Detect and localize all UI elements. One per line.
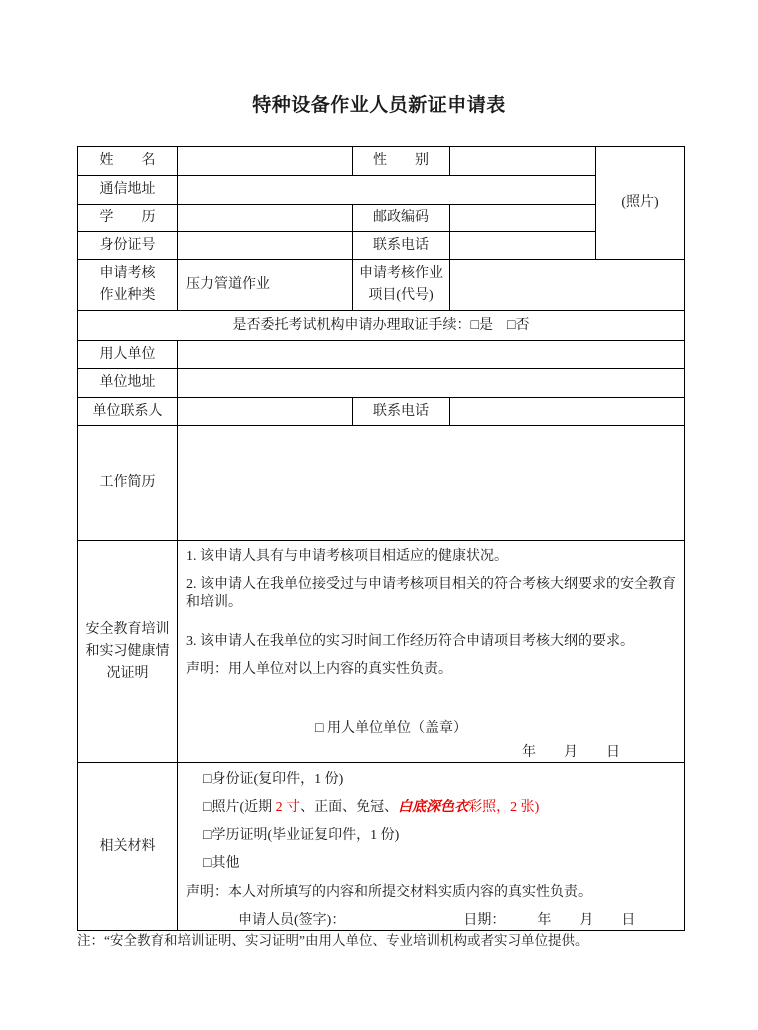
postal-code-input-cell[interactable] xyxy=(450,205,596,232)
job-type-label-line1: 申请考核 xyxy=(99,266,156,281)
job-project-label xyxy=(353,260,450,311)
applicant-sign-row xyxy=(186,912,676,930)
unit-phone-label: 联系电话 xyxy=(353,398,450,426)
footnote: 注：“安全教育和培训证明、实习证明”由用人单位、专业培训机构或者实习单位提供。 xyxy=(77,933,589,948)
sign-date-ymd: 年 月 日 xyxy=(537,913,636,928)
row-job-type xyxy=(78,260,685,311)
page-title: 特种设备作业人员新证申请表 xyxy=(252,95,506,116)
work-history-label: 工作简历 xyxy=(78,426,178,541)
safety-label-line3: 况证明 xyxy=(106,665,149,681)
safety-label-line1: 安全教育培训 xyxy=(85,621,170,637)
material-photo-part-1: □照片(近期 xyxy=(203,800,276,815)
employer-input-cell[interactable] xyxy=(178,341,685,369)
entrust-checkbox-row[interactable]: 是否委托考试机构申请办理取证手续：□是 □否 xyxy=(78,311,685,341)
sign-date-label: 日期： xyxy=(463,913,506,928)
name-input-cell[interactable] xyxy=(178,147,353,176)
row-entrust xyxy=(78,311,685,341)
job-type-label-line2: 作业种类 xyxy=(99,288,156,303)
material-checkbox-photo[interactable] xyxy=(203,799,676,817)
material-checkbox-education-cert[interactable]: □学历证明(毕业证复印件，1 份) xyxy=(203,828,400,843)
unit-contact-label: 单位联系人 xyxy=(78,398,178,426)
material-checkbox-other[interactable]: □其他 xyxy=(203,856,240,871)
materials-section-content xyxy=(178,763,685,931)
job-project-label-line2: 项目(代号) xyxy=(368,288,434,303)
safety-item-2: 2. 该申请人在我单位接受过与申请考核项目相关的符合考核大纲要求的安全教育和培训。 xyxy=(186,577,676,610)
materials-statement: 声明：本人对所填写的内容和所提交材料实质内容的真实性负责。 xyxy=(186,885,592,900)
unit-address-input-cell[interactable] xyxy=(178,369,685,398)
education-input-cell[interactable] xyxy=(178,205,353,232)
row-work-history xyxy=(78,426,685,541)
job-type-value: 压力管道作业 xyxy=(178,260,353,311)
id-number-input-cell[interactable] xyxy=(178,232,353,260)
unit-phone-input-cell[interactable] xyxy=(450,398,685,426)
application-form-table xyxy=(77,146,685,931)
row-education-postal xyxy=(78,205,685,232)
row-unit-address xyxy=(78,369,685,398)
gender-label: 性 别 xyxy=(353,147,450,176)
safety-statement: 声明：用人单位对以上内容的真实性负责。 xyxy=(186,662,452,677)
row-id-phone xyxy=(78,232,685,260)
row-name-gender xyxy=(78,147,685,176)
row-employer xyxy=(78,341,685,369)
job-project-input-cell[interactable] xyxy=(450,260,685,311)
education-label: 学 历 xyxy=(78,205,178,232)
contact-phone-input-cell[interactable] xyxy=(450,232,596,260)
work-history-input-cell[interactable] xyxy=(178,426,685,541)
safety-section-content xyxy=(178,541,685,763)
photo-placeholder-cell: (照片) xyxy=(596,147,685,260)
employer-seal-checkbox-line[interactable]: □ 用人单位单位（盖章） xyxy=(315,721,467,736)
material-photo-part-4: 白底深色衣 xyxy=(398,800,469,815)
safety-label-line2: 和实习健康情 xyxy=(85,643,170,659)
comm-address-input-cell[interactable] xyxy=(178,176,596,205)
safety-item-1: 1. 该申请人具有与申请考核项目相适应的健康状况。 xyxy=(186,549,508,564)
material-photo-part-2: 2 寸 xyxy=(275,800,301,815)
comm-address-label: 通信地址 xyxy=(78,176,178,205)
row-comm-address xyxy=(78,176,685,205)
safety-item-3: 3. 该申请人在我单位的实习时间工作经历符合申请项目考核大纲的要求。 xyxy=(186,634,634,649)
id-number-label: 身份证号 xyxy=(78,232,178,260)
materials-section-label: 相关材料 xyxy=(78,763,178,931)
name-label: 姓 名 xyxy=(78,147,178,176)
unit-address-label: 单位地址 xyxy=(78,369,178,398)
job-type-label xyxy=(78,260,178,311)
row-materials-section xyxy=(78,763,685,931)
row-safety-section xyxy=(78,541,685,763)
safety-section-label xyxy=(78,541,178,763)
material-checkbox-id-card[interactable]: □身份证(复印件，1 份) xyxy=(203,772,344,787)
material-photo-part-3: 、正面、免冠、 xyxy=(300,800,399,815)
material-photo-part-5: 彩照，2 张) xyxy=(468,800,540,815)
contact-phone-label: 联系电话 xyxy=(353,232,450,260)
row-unit-contact xyxy=(78,398,685,426)
job-project-label-line1: 申请考核作业 xyxy=(359,266,443,281)
gender-input-cell[interactable] xyxy=(450,147,596,176)
postal-code-label: 邮政编码 xyxy=(353,205,450,232)
applicant-signature-label[interactable]: 申请人员(签字)： xyxy=(238,913,346,928)
employer-label: 用人单位 xyxy=(78,341,178,369)
unit-contact-input-cell[interactable] xyxy=(178,398,353,426)
safety-date-line: 年 月 日 xyxy=(522,745,620,760)
